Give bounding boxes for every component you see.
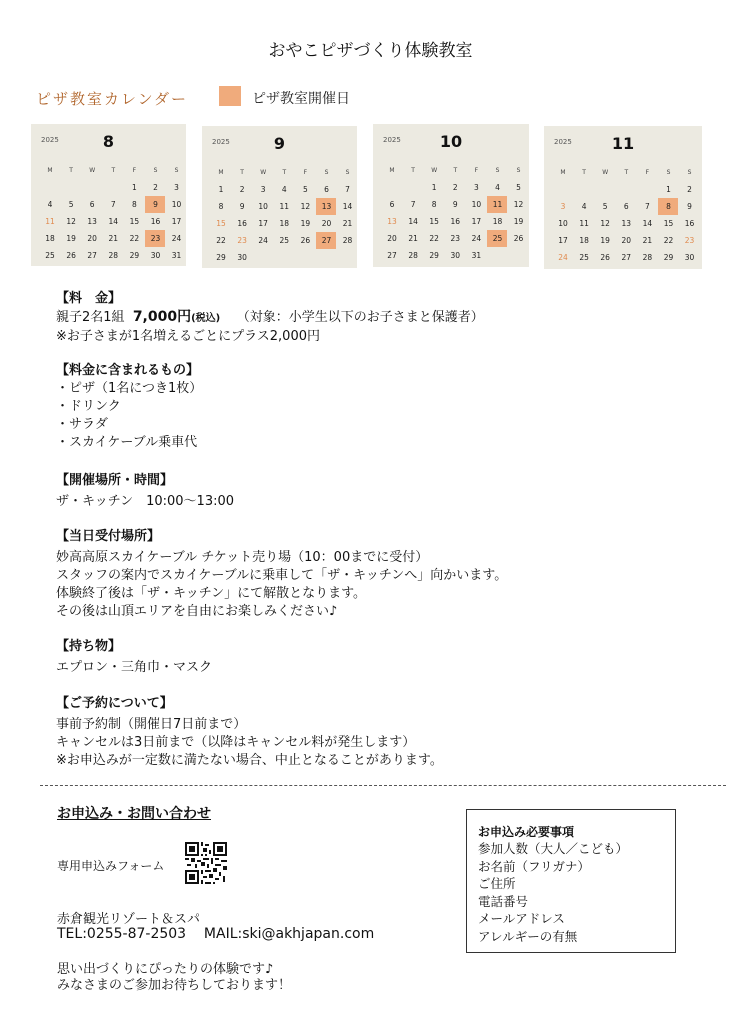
calendar-day: 7 — [345, 185, 350, 194]
weekday-header: T — [411, 167, 415, 174]
calendar-day: 29 — [429, 251, 439, 260]
weekday-header: M — [389, 167, 395, 174]
calendar-event-day: 27 — [316, 232, 336, 249]
calendar-day: 28 — [408, 251, 418, 260]
calendar-day: 24 — [171, 234, 182, 243]
calendar-day: 15 — [429, 217, 439, 226]
included-item: ・ピザ（1名につき1枚） — [56, 381, 203, 396]
calendar-day: 22 — [429, 234, 439, 243]
reception-line: その後は山頂エリアを自由にお楽しみください♪ — [56, 604, 338, 619]
calendar-day: 6 — [89, 200, 95, 209]
calendar-day: 2 — [153, 183, 158, 192]
calendar-year: 2025 — [41, 136, 59, 144]
calendar-day: 7 — [644, 202, 650, 211]
contact-heading: お申込み・お問い合わせ — [57, 806, 211, 822]
weekday-header: M — [47, 167, 53, 174]
calendar-day: 31 — [171, 251, 182, 260]
calendar-day: 5 — [68, 200, 74, 209]
calendar-day: 16 — [237, 219, 247, 228]
included-item: ・ドリンク — [56, 399, 121, 414]
reception-heading: 【当日受付場所】 — [56, 529, 161, 544]
weekday-header: F — [645, 169, 650, 176]
calendar-day: 18 — [579, 236, 589, 245]
reception-section — [56, 528, 507, 621]
requirement-item: ご住所 — [478, 876, 516, 891]
calendar-day: 24 — [258, 236, 268, 245]
price-target: （対象：小学生以下のお子さまと保護者） — [236, 310, 484, 325]
weekday-header: S — [345, 169, 350, 176]
calendar-day: 25 — [279, 236, 290, 245]
calendar-empty-cell — [637, 181, 657, 198]
calendar-day: 14 — [642, 219, 653, 228]
calendar-day: 30 — [237, 253, 247, 262]
calendar-day: 17 — [471, 217, 482, 226]
contact-line — [57, 926, 374, 942]
calendar-day: 15 — [129, 217, 140, 226]
calendar-day: 26 — [300, 236, 311, 245]
calendar-heading: ピザ教室カレンダー — [36, 90, 189, 108]
calendar-day: 12 — [513, 200, 524, 209]
calendar-day: 27 — [387, 251, 397, 260]
calendar-event-day: 8 — [658, 198, 678, 215]
calendar-event-day: 25 — [487, 230, 507, 247]
calendar-day: 23 — [237, 236, 247, 245]
weekday-header: F — [132, 167, 137, 174]
calendar-year: 2025 — [212, 138, 230, 146]
calendar-day: 8 — [431, 200, 437, 209]
weekday-header: T — [69, 167, 73, 174]
venue-heading: 【開催場所・時間】 — [56, 473, 174, 488]
calendar-day: 17 — [558, 236, 568, 245]
calendar-day: 25 — [579, 253, 589, 262]
price-section — [56, 290, 484, 346]
calendar-day: 10 — [171, 200, 182, 209]
calendar-day: 10 — [258, 202, 268, 211]
calendar-day: 11 — [279, 202, 290, 211]
calendar-day: 28 — [342, 236, 353, 245]
reservation-heading: 【ご予約について】 — [56, 696, 173, 711]
weekday-header: S — [324, 169, 329, 176]
calendar-empty-cell — [616, 181, 636, 198]
calendar-day: 25 — [45, 251, 55, 260]
email-address[interactable]: MAIL:ski@akhjapan.com — [203, 926, 375, 942]
weekday-header: S — [687, 169, 692, 176]
calendar-day: 2 — [452, 183, 458, 192]
calendar-empty-cell — [61, 179, 81, 196]
reservation-line: ※お申込みが一定数に満たない場合、中止となることがあります。 — [56, 753, 443, 768]
belongings-section — [56, 638, 212, 677]
weekday-header: M — [218, 169, 224, 176]
calendar-day: 3 — [473, 183, 479, 192]
weekday-header: S — [174, 167, 179, 174]
calendar-day: 23 — [684, 236, 695, 245]
reception-line: スタッフの案内でスカイケーブルに乗車して「ザ・キッチンへ」向かいます。 — [56, 568, 508, 583]
calendar-day: 12 — [66, 217, 76, 226]
requirements-title: お申込み必要事項 — [478, 825, 575, 839]
qr-code-icon[interactable] — [185, 842, 227, 884]
calendar-day: 15 — [216, 219, 226, 228]
weekday-header: W — [431, 167, 438, 174]
included-heading: 【料金に含まれるもの】 — [56, 363, 200, 378]
weekday-header: T — [582, 169, 586, 176]
calendar-day: 10 — [558, 219, 568, 228]
calendar-day: 2 — [239, 185, 245, 194]
weekday-header: T — [111, 167, 116, 174]
calendar-day: 3 — [560, 202, 566, 211]
calendar-grid — [211, 164, 358, 266]
price-prefix: 親子2名1組 — [56, 310, 125, 325]
calendar-empty-cell — [553, 181, 573, 198]
calendar-november — [544, 126, 702, 269]
calendar-day: 5 — [516, 183, 521, 192]
calendar-day: 13 — [87, 217, 97, 226]
weekday-header: T — [624, 169, 629, 176]
calendar-day: 22 — [663, 236, 674, 245]
calendar-day: 8 — [218, 202, 224, 211]
calendar-day: 9 — [239, 202, 245, 211]
calendar-month: 9 — [273, 134, 286, 153]
calendar-day: 7 — [410, 200, 416, 209]
calendar-day: 1 — [131, 183, 137, 192]
venue-section — [56, 472, 234, 511]
requirement-item: 参加人数（大人／こども） — [478, 841, 629, 856]
calendar-day: 13 — [387, 217, 397, 226]
calendar-day: 5 — [602, 202, 608, 211]
requirements-list — [478, 840, 628, 945]
calendar-september — [202, 126, 357, 268]
calendar-day: 20 — [87, 234, 97, 243]
requirement-item: メールアドレス — [478, 911, 565, 926]
calendar-month: 10 — [439, 132, 463, 151]
calendar-day: 30 — [684, 253, 695, 262]
weekday-header: W — [602, 169, 609, 176]
calendar-month: 11 — [611, 134, 635, 153]
calendar-day: 14 — [108, 217, 119, 226]
calendar-day: 26 — [513, 234, 524, 243]
calendar-grid — [40, 162, 187, 264]
calendar-day: 6 — [389, 200, 395, 209]
calendar-day: 16 — [450, 217, 461, 226]
calendar-empty-cell — [103, 179, 123, 196]
weekday-header: F — [474, 167, 479, 174]
calendar-day: 1 — [218, 185, 224, 194]
reservation-line: キャンセルは3日前まで（以降はキャンセル料が発生します） — [56, 735, 416, 750]
calendar-day: 24 — [558, 253, 568, 262]
calendar-empty-cell — [574, 181, 594, 198]
venue-text: ザ・キッチン 10:00～13:00 — [56, 494, 235, 509]
calendar-day: 14 — [342, 202, 353, 211]
reservation-section — [56, 695, 443, 770]
calendar-day: 27 — [87, 251, 97, 260]
calendar-day: 29 — [216, 253, 226, 262]
calendar-day: 1 — [666, 185, 671, 194]
calendar-day: 19 — [66, 234, 76, 243]
calendar-day: 20 — [621, 236, 632, 245]
calendar-day: 6 — [324, 185, 329, 194]
calendar-day: 21 — [342, 219, 353, 228]
price-line — [56, 308, 484, 328]
calendar-day: 18 — [45, 234, 55, 243]
calendar-empty-cell — [40, 179, 60, 196]
calendar-day: 28 — [108, 251, 119, 260]
page-title: おやこピザづくり体験教室 — [268, 41, 473, 61]
calendar-day: 19 — [600, 236, 610, 245]
calendar-day: 30 — [450, 251, 461, 260]
calendar-day: 10 — [471, 200, 482, 209]
calendar-day: 24 — [471, 234, 482, 243]
weekday-header: M — [560, 169, 566, 176]
calendar-day: 21 — [642, 236, 653, 245]
weekday-header: S — [495, 167, 500, 174]
calendar-event-day: 11 — [487, 196, 507, 213]
calendar-august — [31, 124, 186, 266]
calendar-day: 4 — [495, 183, 500, 192]
calendar-grid — [382, 162, 529, 264]
calendar-event-day: 23 — [145, 230, 165, 247]
form-label: 専用申込みフォーム — [57, 859, 165, 873]
price-note: ※お子さまが1名増えるごとにプラス2,000円 — [56, 329, 320, 344]
calendar-day: 27 — [621, 253, 632, 262]
calendar-day: 15 — [663, 219, 674, 228]
calendar-day: 5 — [302, 185, 308, 194]
price-heading: 【料 金】 — [56, 291, 122, 306]
company-name: 赤倉観光リゾート＆スパ — [57, 912, 201, 927]
calendar-day: 14 — [408, 217, 418, 226]
price-tax: (税込) — [191, 313, 221, 324]
closing-message — [57, 962, 291, 994]
included-item: ・スカイケーブル乗車代 — [56, 435, 198, 450]
calendar-day: 20 — [321, 219, 332, 228]
calendar-month: 8 — [102, 132, 115, 151]
calendar-day: 29 — [129, 251, 140, 260]
calendar-day: 17 — [171, 217, 182, 226]
calendar-day: 9 — [452, 200, 458, 209]
calendar-event-day: 13 — [316, 198, 336, 215]
calendar-day: 20 — [387, 234, 397, 243]
requirement-item: 電話番号 — [478, 893, 529, 909]
calendar-day: 26 — [66, 251, 76, 260]
calendar-day: 17 — [258, 219, 268, 228]
calendar-day: 4 — [281, 185, 287, 194]
calendar-day: 13 — [621, 219, 632, 228]
calendar-day: 21 — [408, 234, 418, 243]
reservation-line: 事前予約制（開催日7日前まで） — [56, 717, 247, 732]
calendar-day: 4 — [47, 200, 53, 209]
calendar-day: 19 — [513, 217, 524, 226]
calendar-event-day: 9 — [145, 196, 165, 213]
calendar-day: 2 — [687, 185, 692, 194]
weekday-header: T — [240, 169, 244, 176]
calendar-day: 22 — [216, 236, 226, 245]
calendar-grid — [553, 164, 700, 266]
calendar-day: 3 — [260, 185, 266, 194]
calendar-day: 11 — [579, 219, 589, 228]
calendar-day: 29 — [663, 253, 674, 262]
legend-swatch — [219, 86, 241, 106]
calendar-empty-cell — [382, 179, 402, 196]
reception-line: 妙高高原スカイケーブル チケット売り場（10：00までに受付） — [56, 550, 429, 565]
calendar-day: 16 — [684, 219, 695, 228]
weekday-header: W — [89, 167, 96, 174]
calendar-day: 16 — [150, 217, 161, 226]
calendar-day: 28 — [642, 253, 653, 262]
calendar-year: 2025 — [554, 138, 572, 146]
weekday-header: W — [260, 169, 267, 176]
calendar-day: 12 — [300, 202, 311, 211]
weekday-header: F — [303, 169, 308, 176]
closing-line: 思い出づくりにぴったりの体験です♪ — [57, 962, 274, 977]
closing-line: みなさまのご参加お待ちしております！ — [57, 978, 292, 993]
legend-label: ピザ教室開催日 — [252, 91, 350, 107]
reception-line: 体験終了後は「ザ・キッチン」にて解散となります。 — [56, 586, 367, 601]
calendar-day: 8 — [131, 200, 137, 209]
requirement-item: お名前（フリガナ） — [478, 858, 590, 874]
calendar-empty-cell — [595, 181, 615, 198]
calendar-year: 2025 — [383, 136, 401, 144]
calendar-day: 1 — [431, 183, 437, 192]
calendar-day: 26 — [600, 253, 610, 262]
calendar-day: 7 — [110, 200, 116, 209]
belongings-heading: 【持ち物】 — [56, 639, 122, 654]
calendar-day: 3 — [174, 183, 179, 192]
weekday-header: S — [666, 169, 671, 176]
calendar-day: 23 — [450, 234, 461, 243]
calendar-day: 6 — [623, 202, 629, 211]
requirement-item: アレルギーの有無 — [478, 928, 578, 944]
calendar-day: 18 — [279, 219, 290, 228]
calendar-empty-cell — [403, 179, 423, 196]
calendar-day: 22 — [129, 234, 140, 243]
belongings-text: エプロン・三角巾・マスク — [56, 660, 213, 675]
calendar-day: 9 — [687, 202, 692, 211]
calendar-empty-cell — [82, 179, 102, 196]
calendar-day: 30 — [150, 251, 161, 260]
weekday-header: S — [153, 167, 158, 174]
phone-number[interactable]: TEL:0255-87-2503 — [57, 926, 187, 942]
weekday-header: T — [453, 167, 458, 174]
weekday-header: T — [282, 169, 287, 176]
requirements-box — [466, 809, 676, 953]
calendar-day: 21 — [108, 234, 119, 243]
calendar-day: 31 — [471, 251, 482, 260]
calendar-day: 18 — [492, 217, 503, 226]
calendar-day: 19 — [300, 219, 311, 228]
calendar-october — [373, 124, 529, 267]
calendar-day: 12 — [600, 219, 610, 228]
included-section — [56, 362, 202, 452]
included-item: ・サラダ — [56, 417, 108, 432]
calendar-day: 4 — [581, 202, 587, 211]
weekday-header: S — [516, 167, 521, 174]
section-divider — [40, 785, 726, 786]
calendar-day: 11 — [45, 217, 55, 226]
price-amount: 7,000円 — [132, 309, 192, 325]
